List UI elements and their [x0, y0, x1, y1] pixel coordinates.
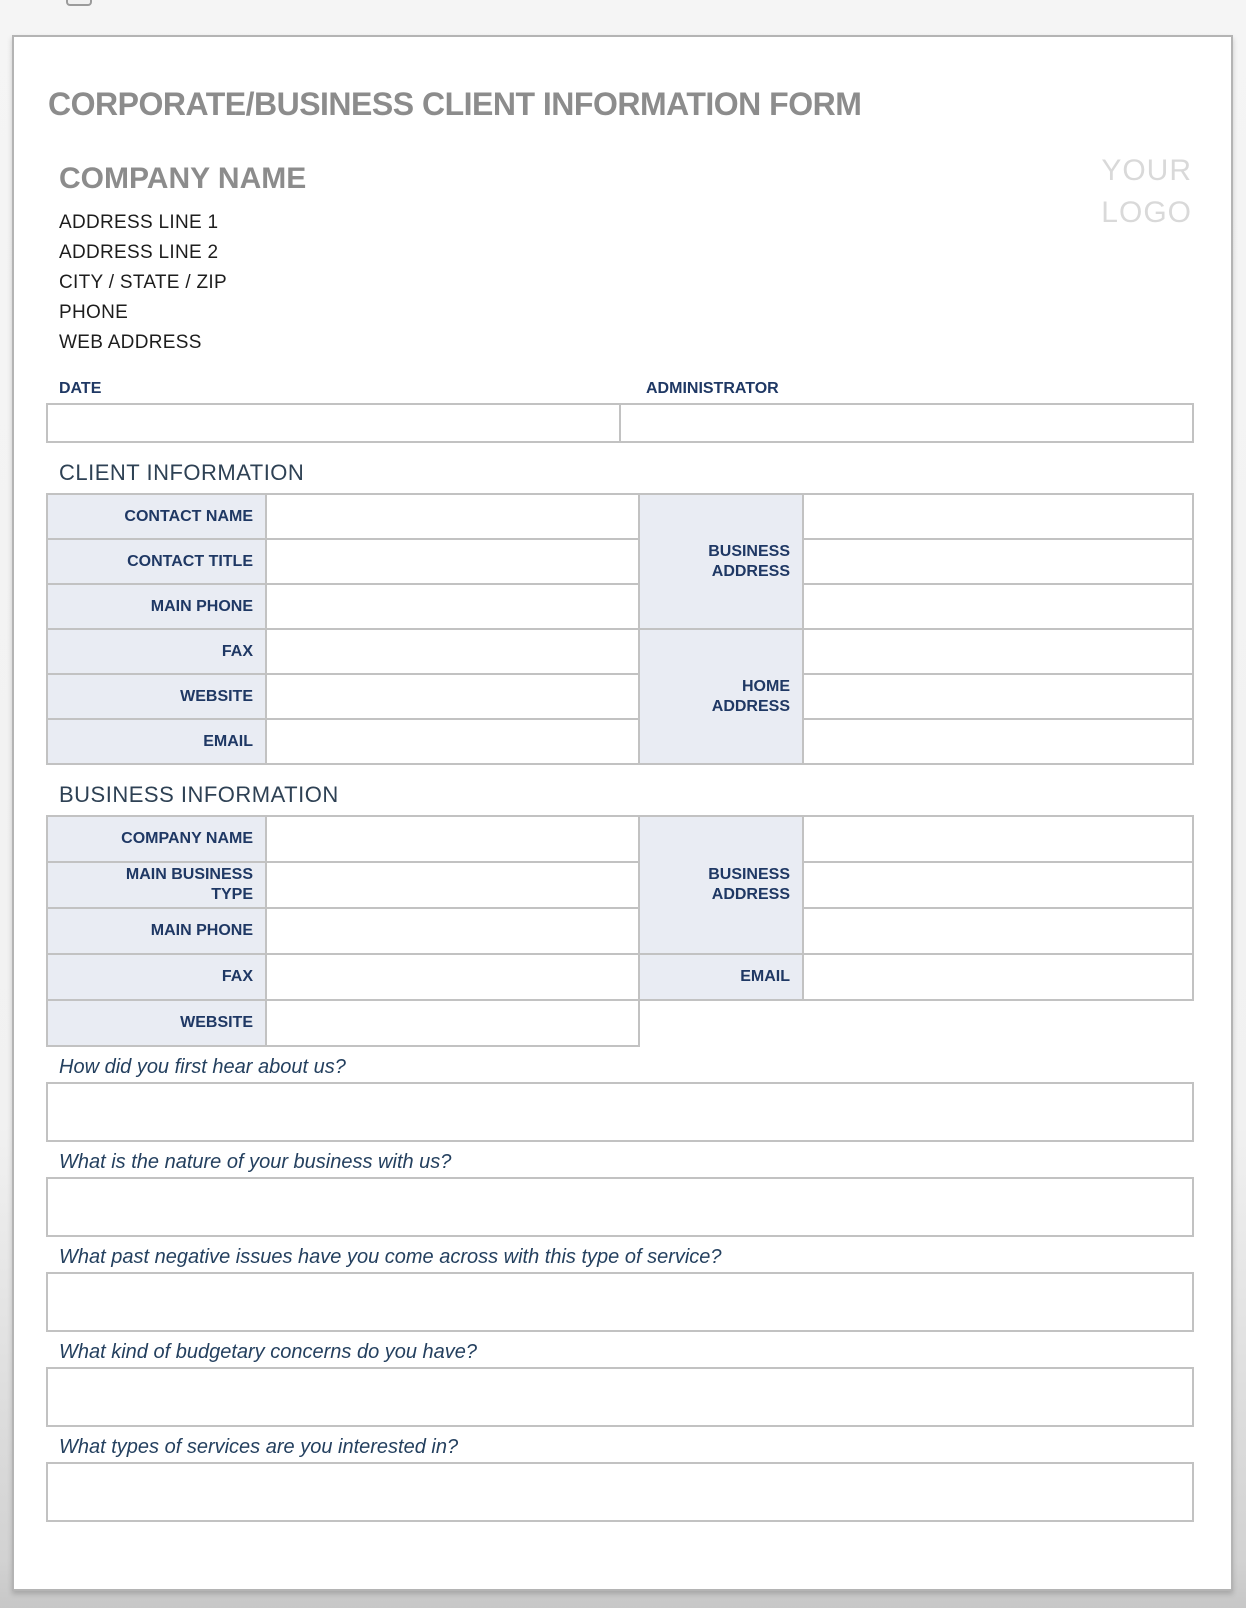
question-section	[46, 1341, 1194, 1427]
field-label: WEBSITE	[180, 687, 253, 705]
field-label: CONTACT NAME	[124, 507, 253, 525]
field-label-cell	[47, 908, 266, 954]
table-row	[47, 908, 1193, 954]
table-row	[47, 584, 1193, 629]
group-input-cell[interactable]	[803, 629, 1193, 674]
field-label-cell	[47, 494, 266, 539]
table-empty-area	[803, 1000, 1193, 1046]
table-row	[47, 1000, 1193, 1046]
table-empty-area	[639, 1000, 803, 1046]
field-label-cell	[47, 584, 266, 629]
field-label: FAX	[221, 968, 253, 985]
table-row	[47, 494, 1193, 539]
field-label: COMPANY NAME	[121, 830, 253, 847]
logo-line-2: LOGO	[1101, 196, 1192, 229]
question-section	[46, 1436, 1194, 1522]
field-label: MAIN PHONE	[150, 922, 253, 939]
question-section	[46, 1056, 1194, 1142]
field-label: MAIN BUSINESS TYPE	[125, 866, 253, 903]
group-input-cell[interactable]	[803, 674, 1193, 719]
group-label-cell	[639, 494, 803, 629]
field-label: MAIN PHONE	[150, 597, 253, 615]
address-line: WEB ADDRESS	[59, 332, 202, 353]
question-label: What is the nature of your business with us?	[59, 1151, 452, 1173]
field-input-cell[interactable]	[266, 862, 639, 908]
group-label: BUSINESS ADDRESS	[708, 542, 790, 580]
field-label: CONTACT TITLE	[127, 552, 253, 570]
business-information-heading: BUSINESS INFORMATION	[59, 782, 339, 807]
group-label-cell	[639, 954, 803, 1000]
table-row	[47, 816, 1193, 862]
table-row	[47, 954, 1193, 1000]
address-line: ADDRESS LINE 1	[59, 212, 219, 233]
group-input-cell[interactable]	[803, 908, 1193, 954]
field-input-cell[interactable]	[266, 539, 639, 584]
field-label-cell	[47, 629, 266, 674]
field-input-cell[interactable]	[266, 719, 639, 764]
field-input-cell[interactable]	[266, 1000, 639, 1046]
field-label: EMAIL	[203, 732, 253, 750]
question-section	[46, 1151, 1194, 1237]
logo-line-1: YOUR	[1101, 154, 1192, 187]
field-input-cell[interactable]	[266, 494, 639, 539]
group-label-cell	[639, 816, 803, 954]
date-admin-label-row	[46, 380, 1194, 398]
field-label-cell	[47, 1000, 266, 1046]
administrator-label: ADMINISTRATOR	[646, 380, 779, 397]
group-label-cell	[639, 629, 803, 764]
field-label: WEBSITE	[180, 1014, 253, 1031]
group-input-cell[interactable]	[803, 584, 1193, 629]
field-input-cell[interactable]	[266, 908, 639, 954]
group-label: HOME ADDRESS	[711, 677, 790, 715]
business-information-table	[46, 815, 1194, 1047]
client-information-table	[46, 493, 1194, 765]
question-label: How did you first hear about us?	[59, 1056, 346, 1078]
field-label-cell	[47, 862, 266, 908]
group-input-cell[interactable]	[803, 862, 1193, 908]
table-row	[47, 539, 1193, 584]
field-input-cell[interactable]	[266, 954, 639, 1000]
table-row	[47, 862, 1193, 908]
question-label: What past negative issues have you come across with this type of service?	[59, 1246, 722, 1268]
address-line: CITY / STATE / ZIP	[59, 272, 227, 293]
group-input-cell[interactable]	[803, 539, 1193, 584]
table-row	[47, 629, 1193, 674]
field-input-cell[interactable]	[266, 816, 639, 862]
field-input-cell[interactable]	[266, 674, 639, 719]
field-label-cell	[47, 816, 266, 862]
question-answer-box[interactable]	[46, 1367, 1194, 1427]
field-input-cell[interactable]	[266, 584, 639, 629]
page-title: CORPORATE/BUSINESS CLIENT INFORMATION FORM	[48, 86, 862, 122]
question-answer-box[interactable]	[46, 1082, 1194, 1142]
group-label: BUSINESS ADDRESS	[708, 866, 790, 903]
question-answer-box[interactable]	[46, 1272, 1194, 1332]
address-line: PHONE	[59, 302, 129, 323]
top-ui-fragment	[66, 0, 92, 6]
group-input-cell[interactable]	[803, 719, 1193, 764]
address-line: ADDRESS LINE 2	[59, 242, 219, 263]
table-row	[47, 719, 1193, 764]
field-label-cell	[47, 954, 266, 1000]
field-label-cell	[47, 539, 266, 584]
field-label-cell	[47, 674, 266, 719]
question-section	[46, 1246, 1194, 1332]
company-address-block	[59, 208, 1194, 358]
group-input-cell[interactable]	[803, 954, 1193, 1000]
question-answer-box[interactable]	[46, 1177, 1194, 1237]
field-label: FAX	[221, 642, 253, 660]
administrator-input-cell[interactable]	[620, 404, 1193, 442]
question-label: What kind of budgetary concerns do you have?	[59, 1341, 478, 1363]
client-information-heading: CLIENT INFORMATION	[59, 460, 305, 485]
question-answer-box[interactable]	[46, 1462, 1194, 1522]
questions-block	[46, 1056, 1194, 1522]
form-page	[12, 35, 1233, 1591]
field-label-cell	[47, 719, 266, 764]
question-label: What types of services are you interested in?	[59, 1436, 459, 1458]
group-label: EMAIL	[740, 968, 790, 985]
date-admin-table	[46, 403, 1194, 443]
company-name: COMPANY NAME	[59, 162, 307, 195]
group-input-cell[interactable]	[803, 816, 1193, 862]
table-row	[47, 674, 1193, 719]
date-input-cell[interactable]	[47, 404, 620, 442]
date-label: DATE	[59, 380, 102, 397]
group-input-cell[interactable]	[803, 494, 1193, 539]
field-input-cell[interactable]	[266, 629, 639, 674]
